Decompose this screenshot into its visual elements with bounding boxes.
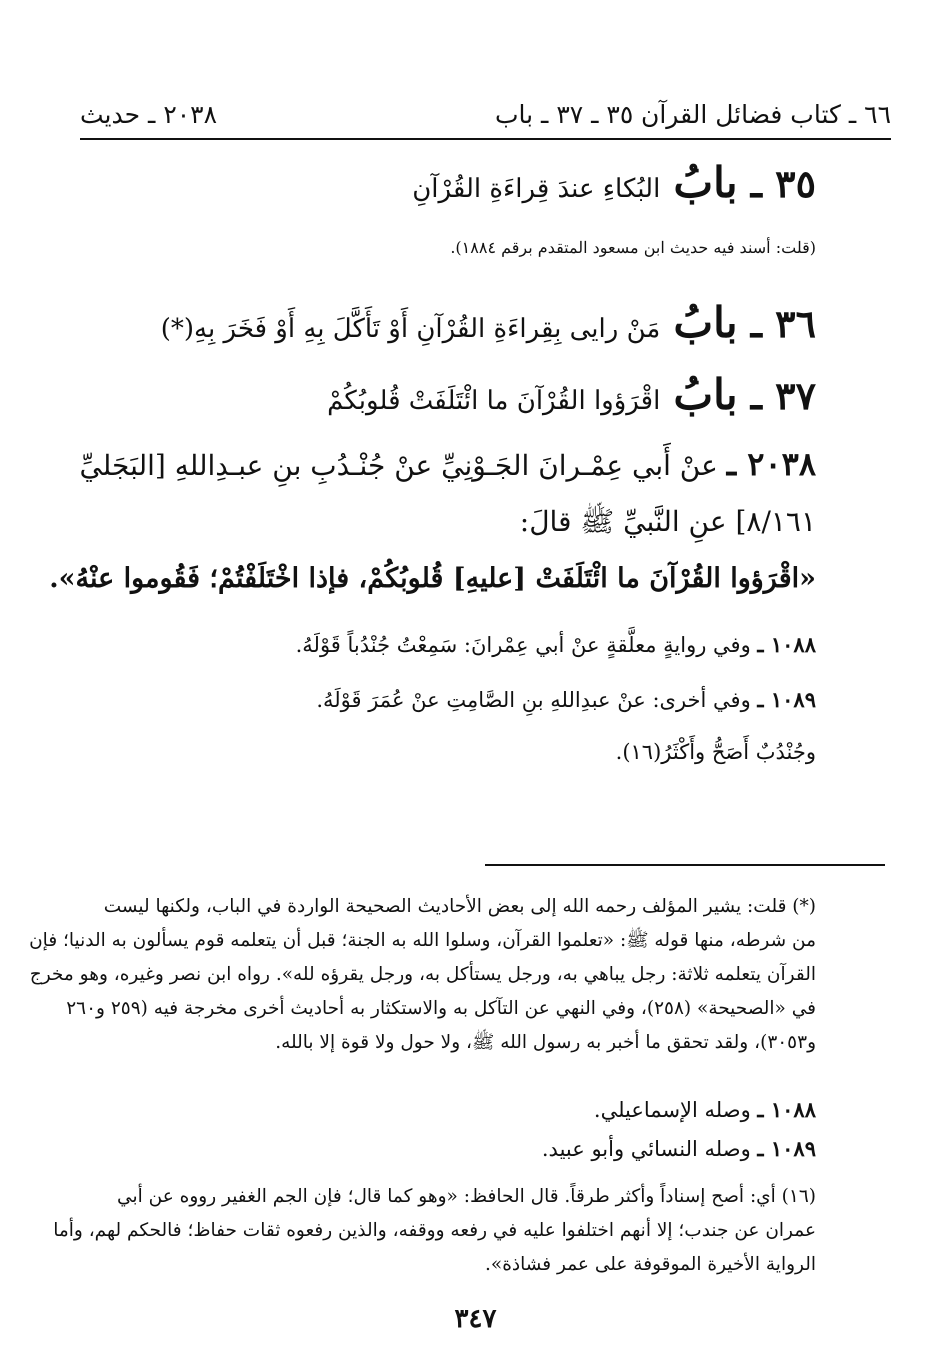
chapter-number: ٣٥ ـ (750, 161, 816, 206)
footnote-line: (١٦) أي: أصح إسناداً وأكثر طرقاً. قال الحافظ: «وهو كما قال؛ فإن الجم الغفير رووه عن أبي (117, 1186, 816, 1207)
footnote-separator (485, 864, 885, 866)
footnote-line: و٣٠٥٣)، ولقد تحقق ما أخبر به رسول الله ﷺ، ولا حول ولا قوة إلا بالله. (275, 1032, 816, 1053)
hadith-isnad: عنْ أَبي عِمْـرانَ الجَـوْنِيِّ عنْ جُنْـدُبِ بنِ عبـدِاللهِ [البَجَليِّ (79, 449, 718, 482)
chapter-heading-35 (412, 158, 816, 207)
riwaya-1088 (296, 632, 816, 657)
chapter-title: اقْرَؤوا القُرْآنَ ما ائْتَلَفَتْ قُلوبُكُمْ (327, 386, 661, 416)
footnote-line: في «الصحيحة» (٢٥٨)، وفي النهي عن التآكل به والاستكثار به أحاديث أخرى مخرجة فيه (٢٥٩ و٢٦٠ (66, 998, 816, 1019)
hadith-number: ٢٠٣٨ ـ (726, 445, 816, 483)
footnote-line: (*) قلت: يشير المؤلف رحمه الله إلى بعض الأحاديث الصحيحة الواردة في الباب، ولكنها ليست (103, 896, 816, 917)
footnote-line: الرواية الأخيرة الموقوفة على عمر فشاذة». (485, 1254, 816, 1275)
chapter-number: ٣٦ ـ (750, 301, 816, 346)
hadith-isnad-line-1 (79, 445, 816, 483)
chapter-title: مَنْ رايى بِقِراءَةِ القُرْآنِ أَوْ تَأَكَّلَ بِهِ أَوْ فَخَرَ بِهِ(*) (160, 314, 661, 344)
footnote-line: عمران عن جندب؛ إلا أنهم اختلفوا عليه في رفعه ووقفه، والذين رفعوه ثقات حفاظ؛ فالحكم لهم، وأما (53, 1220, 816, 1241)
riwaya-text: وفي أخرى: عنْ عبدِاللهِ بنِ الصَّامِتِ عنْ عُمَرَ قَوْلَهُ. (316, 688, 751, 712)
closing-remark: وجُنْدُبٌ أَصَحُّ وأَكْثَرُ(١٦). (615, 740, 816, 764)
chapter-number: ٣٧ ـ (750, 373, 816, 418)
chapter-title: البُكاءِ عندَ قِراءَةِ القُرْآنِ (412, 174, 661, 204)
hadith-matn: «اقْرَؤوا القُرْآنَ ما ائْتَلَفَتْ [عليهِ] قُلوبُكُمْ، فإذا اخْتَلَفْتُمْ؛ فَقُوموا عنْهُ». (49, 563, 816, 594)
riwaya-number: ١٠٨٩ ـ (757, 687, 816, 712)
footnote-line: القرآن يتعلمه ثلاثة: رجل يباهي به، ورجل يستأكل به، ورجل يقرؤه لله». رواه ابن نصر وغيره، وهو مخرج (29, 964, 816, 985)
footnote-text: وصله النسائي وأبو عبيد. (541, 1137, 751, 1161)
chapter-heading-36 (161, 298, 816, 347)
page-number: ٣٤٧ (454, 1304, 497, 1334)
header-hadith-range: ٢٠٣٨ ـ حديث (80, 100, 218, 129)
footnote-star (29, 890, 816, 1060)
running-header (80, 98, 891, 140)
footnote-line: من شرطه، منها قوله ﷺ: «تعلموا القرآن، وسلوا الله به الجنة؛ قبل أن يتعلمه قوم يسألون به الدنيا؛ فإن (29, 930, 816, 951)
footnote-text: وصله الإسماعيلي. (593, 1098, 751, 1122)
chapter-heading-37 (327, 370, 816, 419)
riwaya-1089 (316, 687, 816, 712)
riwaya-number: ١٠٨٨ ـ (757, 632, 816, 657)
chapter-bab: بابُ (673, 370, 738, 419)
chapter-bab: بابُ (673, 298, 738, 347)
editor-note: (قلت: أسند فيه حديث ابن مسعود المتقدم برقم ١٨٨٤). (450, 238, 816, 257)
footnote-1088 (594, 1097, 816, 1122)
footnote-number: ١٠٨٨ ـ (757, 1097, 816, 1122)
footnote-16 (53, 1180, 816, 1282)
footnote-number: ١٠٨٩ ـ (757, 1136, 816, 1161)
riwaya-text: وفي روايةٍ معلَّقةٍ عنْ أبي عِمْرانَ: سَمِعْتُ جُنْدُباً قَوْلَهُ. (295, 633, 751, 657)
hadith-isnad-line-2: ٨/١٦١] عنِ النَّبيِّ ﷺ قالَ: (519, 505, 816, 538)
chapter-bab: بابُ (673, 158, 738, 207)
header-book-title: ٦٦ ـ كتاب فضائل القرآن (640, 100, 891, 129)
header-chapter-range: ٣٥ ـ ٣٧ ـ باب (495, 100, 634, 129)
footnote-1089 (542, 1136, 816, 1161)
